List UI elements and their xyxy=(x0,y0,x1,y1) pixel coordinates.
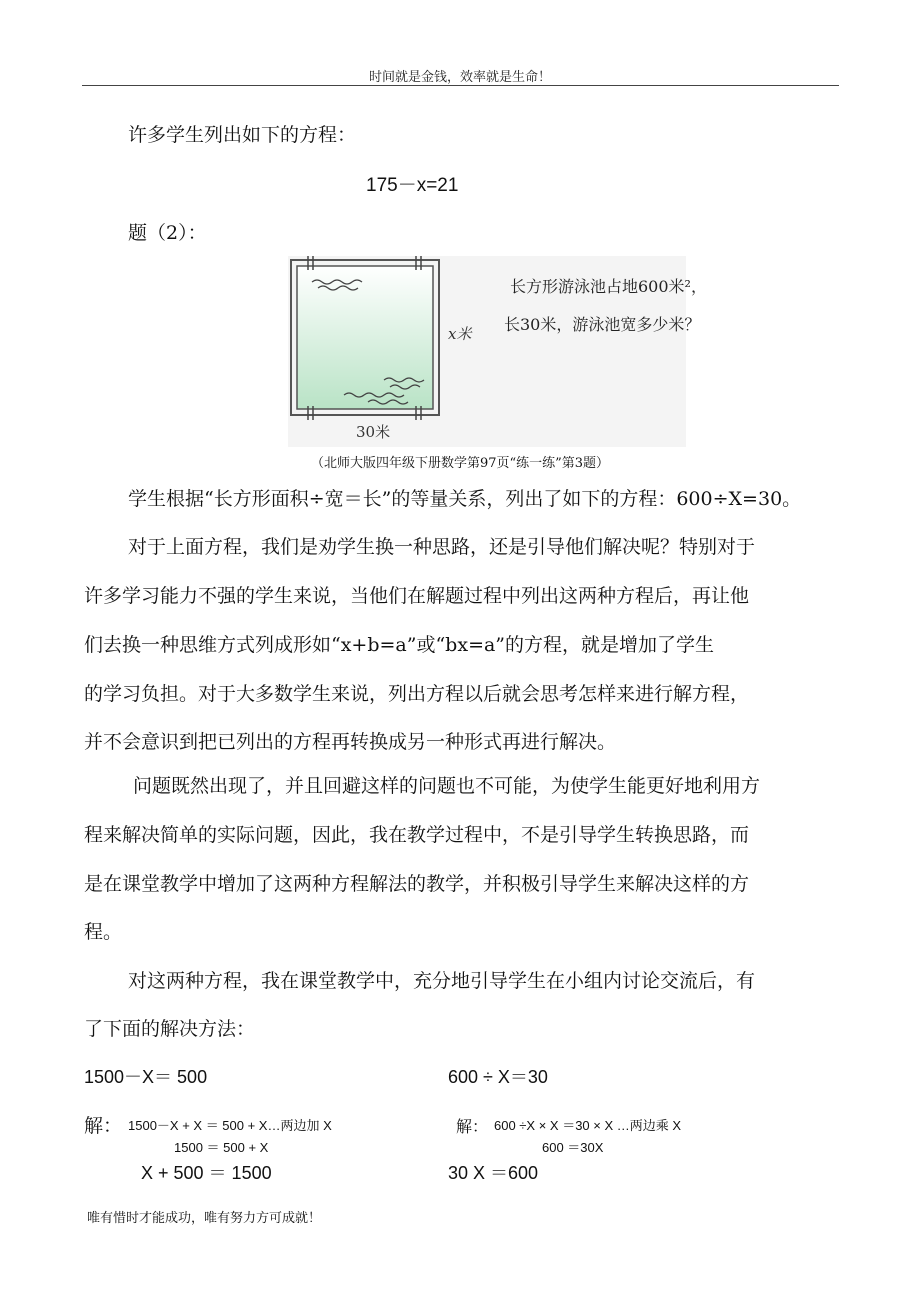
paragraph-2-line: 的学习负担。对于大多数学生来说，列出方程以后就会思考怎样来进行解方程， xyxy=(84,683,750,705)
bottom-label: 30米 xyxy=(356,423,391,441)
left-equation: 1500－X＝ 500 xyxy=(84,1067,208,1087)
paragraph-2-line: 对于上面方程，我们是劝学生换一种思路，还是引导他们解决呢？特别对于 xyxy=(128,536,756,558)
figure-caption: （北师大版四年级下册数学第97页“练一练”第3题） xyxy=(310,456,610,471)
left-step-1: 1500－X + X ＝ 500 + X…两边加 X xyxy=(128,1118,332,1133)
paragraph-3-line: 问题既然出现了，并且回避这样的问题也不可能，为使学生能更好地利用方 xyxy=(133,775,761,797)
paragraph-2-line: 许多学习能力不强的学生来说，当他们在解题过程中列出这两种方程后，再让他 xyxy=(84,585,750,607)
pool-figure xyxy=(288,256,707,447)
side-label: x米 xyxy=(448,325,472,343)
paragraph-4-line: 对这两种方程，我在课堂教学中，充分地引导学生在小组内讨论交流后，有 xyxy=(128,970,756,992)
page-footer: 唯有惜时才能成功，唯有努力方可成就！ xyxy=(87,1211,322,1226)
right-step-1: 600 ÷X × X ＝30 × X …两边乘 X xyxy=(494,1118,682,1133)
right-step-3: 30 X ＝600 xyxy=(448,1163,539,1183)
intro-line: 许多学生列出如下的方程： xyxy=(128,124,357,146)
left-step-3: X + 500 ＝ 1500 xyxy=(141,1163,272,1183)
left-step-2: 1500 ＝ 500 + X xyxy=(174,1140,269,1155)
paragraph-3-line: 程。 xyxy=(84,921,123,943)
right-step-2: 600 ＝30X xyxy=(542,1140,604,1155)
paragraph-2-line: 并不会意识到把已列出的方程再转换成另一种形式再进行解决。 xyxy=(84,731,617,753)
paragraph-4-line: 了下面的解决方法： xyxy=(84,1018,256,1040)
problem-line-1: 长方形游泳池占地600米²， xyxy=(510,277,707,296)
paragraph-2-line: 们去换一种思维方式列成形如“x+b=a”或“bx=a”的方程，就是增加了学生 xyxy=(84,634,715,656)
question-2-label: 题（2）： xyxy=(128,222,207,244)
problem-line-2: 长30米，游泳池宽多少米？ xyxy=(504,315,701,334)
right-jie-label: 解： xyxy=(456,1117,489,1136)
page-header: 时间就是金钱，效率就是生命！ xyxy=(368,70,551,85)
left-jie-label: 解： xyxy=(84,1115,123,1137)
pool-water xyxy=(297,266,433,409)
paragraph-3-line: 是在课堂教学中增加了这两种方程解法的教学，并积极引导学生来解决这样的方 xyxy=(84,873,750,895)
paragraph-1: 学生根据“长方形面积÷宽＝长”的等量关系，列出了如下的方程：600÷X=30。 xyxy=(128,488,802,510)
right-equation: 600 ÷ X＝30 xyxy=(448,1067,548,1087)
header-rule xyxy=(82,85,839,86)
equation-1: 175－x=21 xyxy=(366,175,459,196)
paragraph-3-line: 程来解决简单的实际问题，因此，我在教学过程中，不是引导学生转换思路，而 xyxy=(84,824,750,846)
